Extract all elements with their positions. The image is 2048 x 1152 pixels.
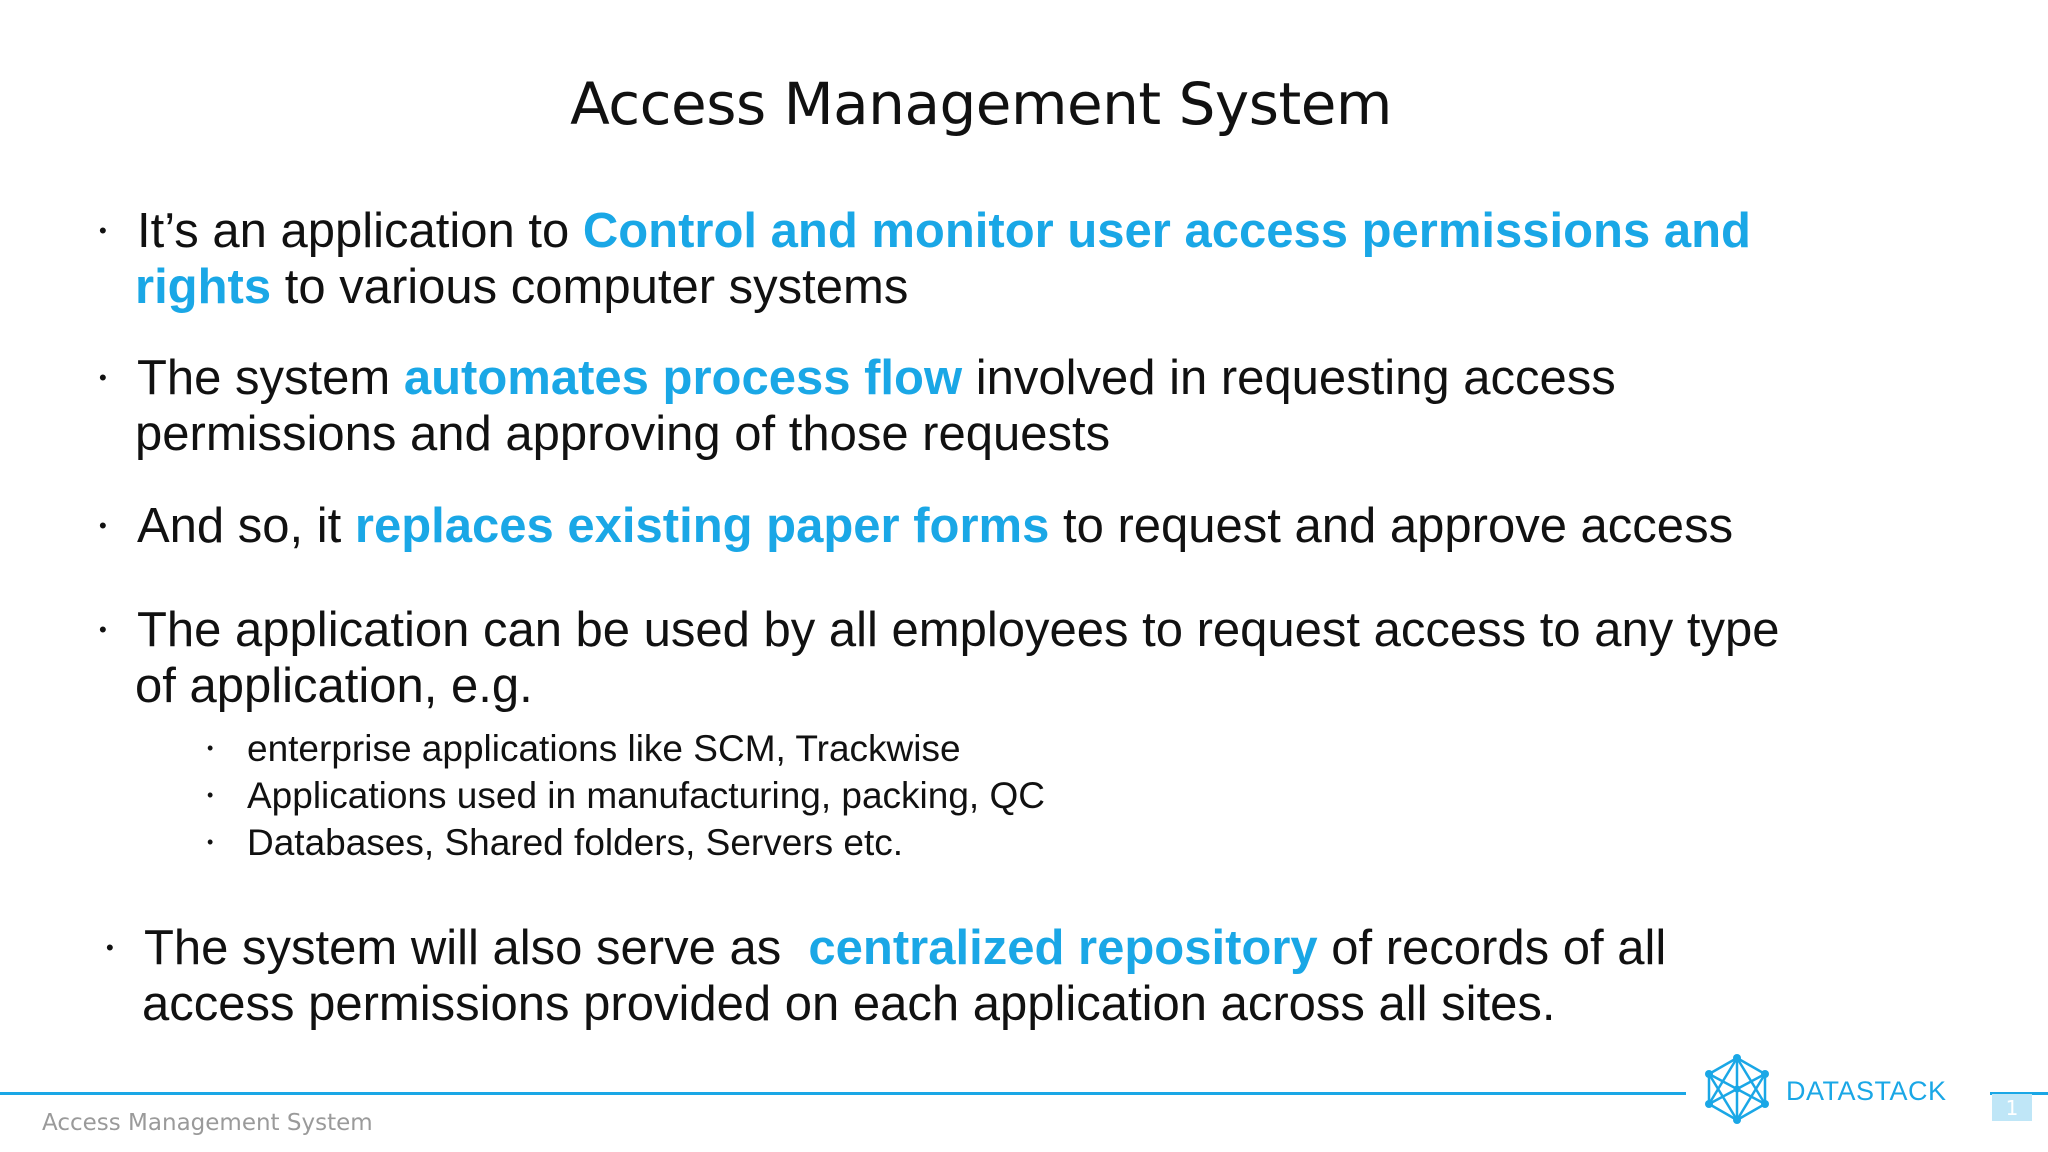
sub-bullet-2 (207, 772, 1045, 819)
bullet-2 (99, 350, 1616, 462)
bullet-2-line-1: The system automates process flow involved in requesting access (137, 351, 1616, 405)
bullet-dot: • (207, 785, 214, 805)
bullet-dot: • (99, 218, 107, 243)
bullet-5-line-1: The system will also serve as centralized repository of records of all (144, 921, 1667, 975)
bullet-1 (99, 203, 1751, 315)
page-number: 1 (1992, 1094, 2032, 1121)
highlight-text: Control and monitor user access permissions and (582, 204, 1751, 258)
bullet-dot: • (99, 617, 107, 642)
sub-bullet-text: Applications used in manufacturing, packing, QC (247, 775, 1045, 816)
bullet-1-line-1: It’s an application to Control and monitor user access permissions and (137, 204, 1751, 258)
bullet-dot: • (99, 365, 107, 390)
bullet-dot: • (99, 513, 107, 538)
bullet-4-line-1: The application can be used by all employees to request access to any type (137, 603, 1780, 657)
bullet-2-line-2: permissions and approving of those requests (135, 407, 1111, 461)
bullet-dot: • (207, 832, 214, 852)
highlight-text: automates process flow (403, 351, 963, 405)
bullet-4 (99, 602, 1780, 714)
sub-bullet-text: enterprise applications like SCM, Trackwise (247, 728, 961, 769)
logo-text: DATASTACK (1786, 1076, 1947, 1106)
sub-bullet-3 (207, 819, 904, 866)
sub-bullet-text: Databases, Shared folders, Servers etc. (247, 822, 904, 863)
highlight-text: rights (135, 260, 272, 314)
bullet-5-line-2: access permissions provided on each application across all sites. (142, 977, 1556, 1031)
bullet-dot: • (207, 738, 214, 758)
slide-title: Access Management System (570, 70, 1392, 138)
network-node-icon (1702, 1054, 1772, 1124)
footer-divider (0, 1092, 1686, 1095)
bullet-3-line-1: And so, it replaces existing paper forms to request and approve access (137, 499, 1734, 553)
bullet-5 (106, 920, 1667, 1032)
footer-title: Access Management System (42, 1110, 373, 1136)
bullet-4-line-2: of application, e.g. (135, 659, 533, 713)
bullet-3 (99, 498, 1734, 554)
bullet-1-line-2: rights to various computer systems (135, 260, 909, 314)
sub-bullet-1 (207, 725, 961, 772)
highlight-text: centralized repository (808, 921, 1318, 975)
highlight-text: replaces existing paper forms (354, 499, 1050, 553)
bullet-dot: • (106, 935, 114, 960)
